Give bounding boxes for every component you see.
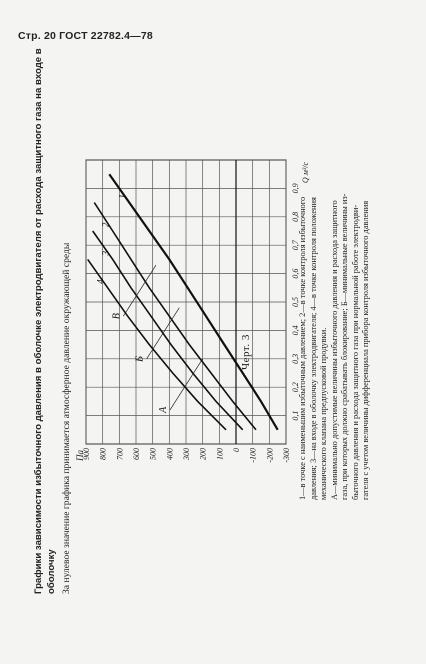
figure-subtitle: За нулевое значение графика принимается атмосферное давление окружающей среды — [61, 242, 72, 594]
figure-title: Графики зависимости избыточного давления в оболочке электродвигателя от расхода защитного газа на входе в — [33, 48, 44, 594]
y-tick-label: -300 — [282, 448, 291, 463]
caption-line: гателя с учетом величины дифференциала прибора контроля избыточного давления — [361, 200, 370, 500]
x-tick-label: 0,7 — [291, 240, 300, 251]
y-tick-label: -200 — [265, 448, 275, 463]
series-label: 3 — [100, 250, 111, 256]
y-tick-label: 300 — [182, 448, 191, 460]
series-label: 2 — [100, 222, 111, 227]
x-tick-label: 0,6 — [291, 268, 300, 279]
y-tick-label: 500 — [148, 448, 158, 460]
y-tick-label: 200 — [198, 448, 208, 460]
annotation-label: Б — [134, 355, 146, 362]
y-tick-label: 100 — [215, 448, 225, 460]
annotation-label: А — [158, 406, 169, 413]
caption-line: быточного давления и расхода защитного газа при нормальной работе электродви- — [350, 204, 360, 500]
y-tick-label: 700 — [115, 448, 125, 460]
y-tick-label: 900 — [82, 448, 91, 460]
caption-line: механического клапана предпусковой продувки. — [319, 327, 328, 500]
annotation-label: В — [111, 313, 123, 320]
series-line-4 — [88, 259, 226, 429]
series-label: 4 — [95, 279, 106, 284]
caption-line: 1—в точке с наименьшим избыточным давлением; 2—в точке контроля избыточного — [298, 196, 307, 500]
y-axis-label: Па — [75, 450, 85, 461]
caption-line: давления; 3—на входе в оболочку электродвигателя; 4—в точке контроля положения — [308, 197, 318, 500]
caption-line: А—минимально допустимые величины избыточного давления и расхода защитного — [329, 200, 339, 500]
x-tick-label: 0,8 — [291, 211, 300, 222]
y-tick-label: 600 — [132, 448, 141, 460]
x-tick-label: 0,3 — [291, 353, 300, 364]
series-label: 1 — [117, 194, 128, 199]
caption-line: газа, при которых должно срабатывать блокирование; Б—минимальные величины из- — [340, 193, 349, 500]
x-tick-label: 0,4 — [291, 325, 300, 336]
annotation-leader — [147, 308, 180, 359]
x-tick-label: 0,1 — [291, 410, 300, 421]
figure-title-continued: оболочку — [46, 549, 57, 594]
figure-label: Черт. 3 — [240, 334, 252, 370]
x-tick-label: 0,2 — [291, 382, 300, 393]
x-tick-label: 0,5 — [291, 297, 300, 307]
chart — [72, 142, 312, 482]
y-tick-label: 400 — [165, 448, 175, 460]
y-tick-label: 800 — [98, 448, 108, 460]
y-tick-label: 0 — [232, 448, 241, 452]
page-header: Стр. 20 ГОСТ 22782.4—78 — [18, 30, 153, 42]
x-axis-label: Q м³/с — [301, 162, 310, 184]
x-tick-label: 0,9 — [291, 183, 300, 194]
y-tick-label: -100 — [248, 448, 258, 463]
